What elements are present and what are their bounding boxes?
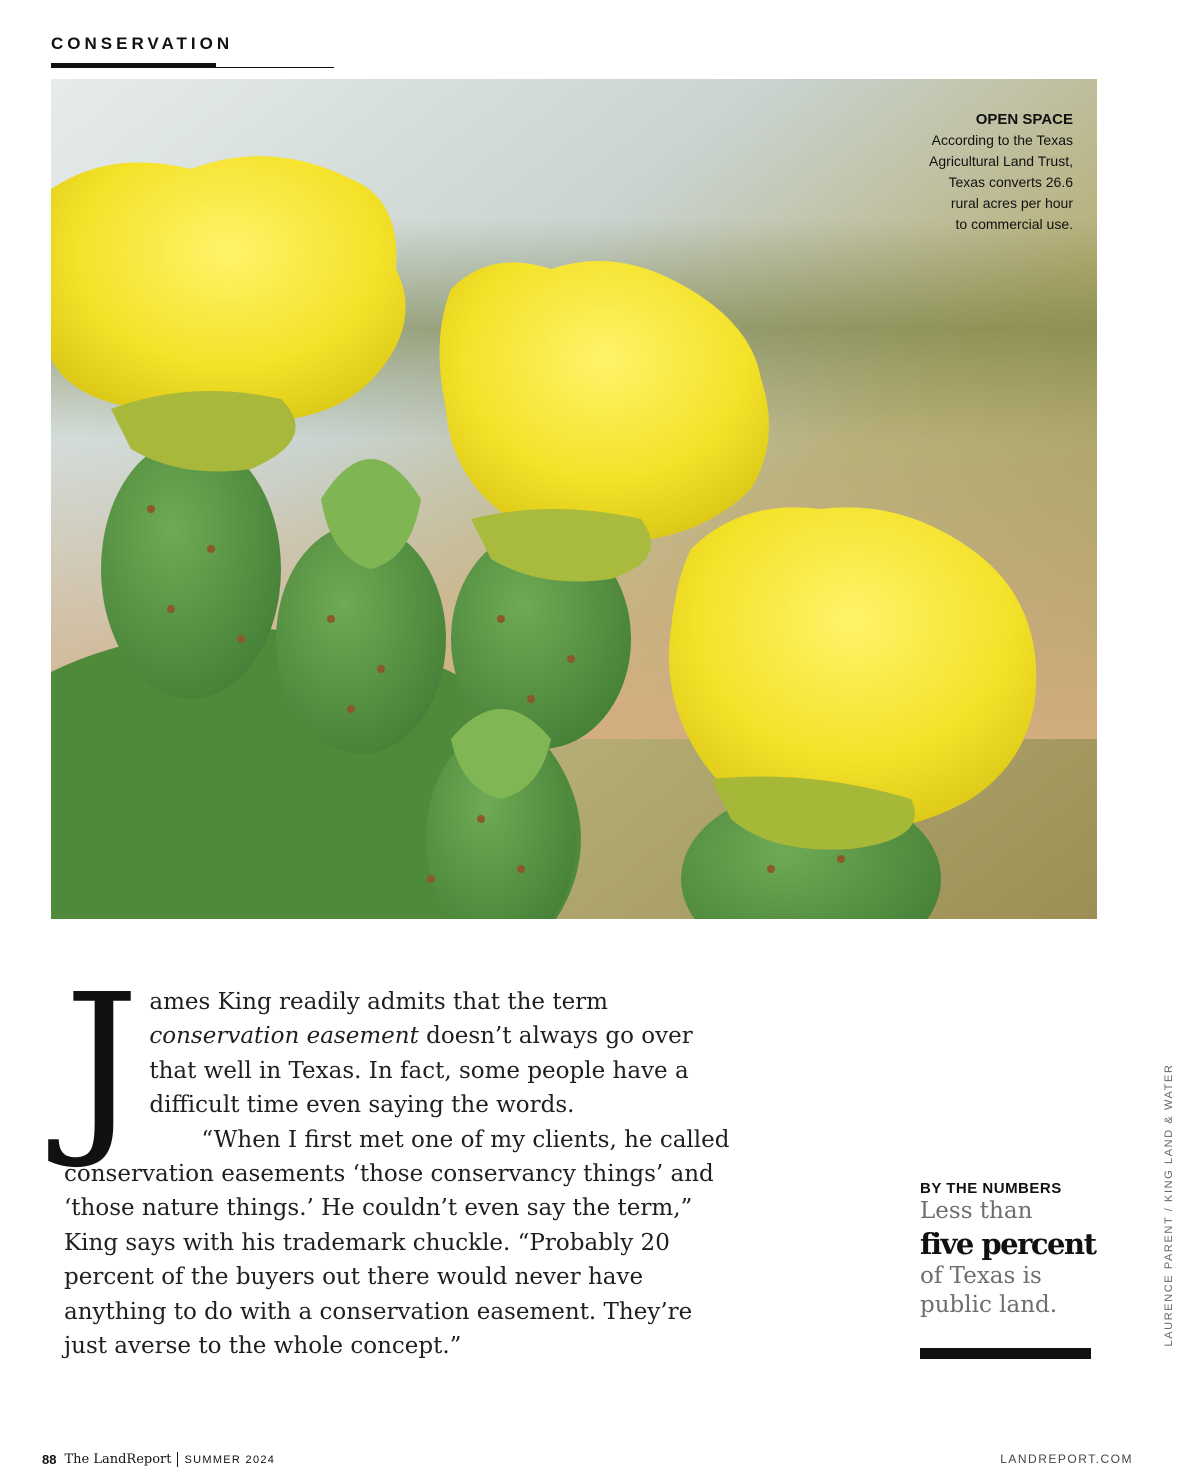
italic-term: conservation easement [149,1023,419,1050]
drop-cap: J [64,954,140,1173]
page-number: 88 [42,1452,57,1467]
caption-line: According to the Texas [931,132,1073,148]
article-paragraph [64,985,734,1123]
cactus-flower-photo [51,79,1097,919]
photo-caption [833,109,1073,235]
footer-folio [42,1452,275,1467]
section-rule-thin [216,67,334,68]
article-paragraph: “When I first met one of my clients, he called conservation easements ‘those conservancy things’ and ‘those nature things.’ He couldn’t even say the term,” King says with his trademark chuckle. “Probably 20 percent of the buyers out there would never have anything to do with a conservation easement. They’re just averse to the whole concept.” [64,1126,730,1360]
stat-highlight: five percent [920,1227,1096,1261]
paragraph-text: ames King readily admits that the term [149,989,608,1015]
issue-date: SUMMER 2024 [184,1453,276,1466]
stat-line: of Texas is public land. [920,1263,1058,1318]
caption-title: OPEN SPACE [975,111,1073,128]
caption-line: Agricultural Land Trust, [929,153,1073,169]
photo-credit: LAURENCE PARENT / KING LAND & WATER [1163,1063,1175,1347]
article-body [64,954,734,1363]
sidebar-bar [920,1348,1091,1359]
caption-line: to commercial use. [955,216,1073,232]
section-label: CONSERVATION [51,34,234,53]
magazine-name: The LandReport [64,1452,172,1467]
website-url: LANDREPORT.COM [1000,1452,1133,1466]
caption-line: rural acres per hour [950,195,1073,211]
folio-divider [177,1452,178,1467]
stat-line: Less than [920,1198,1033,1224]
by-the-numbers-sidebar [920,1180,1110,1359]
sidebar-label: BY THE NUMBERS [920,1180,1062,1197]
caption-line: Texas converts 26.6 [948,174,1073,190]
section-rule-thick [51,63,216,68]
paragraph-text: doesn’t always go over that well in Texas. In fact, some people have a difficult time even saying the words. [149,1023,693,1119]
